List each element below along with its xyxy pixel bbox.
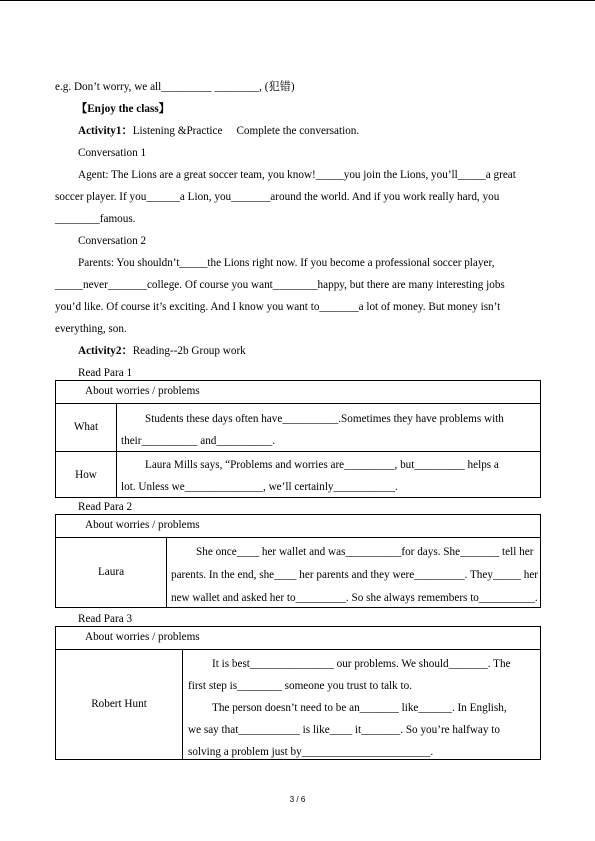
- table-row: [56, 537, 540, 607]
- para1-heading: Read Para 1: [78, 367, 133, 379]
- conversation2-title: Conversation 2: [78, 235, 147, 247]
- table-cell-line: parents. In the end, she____ her parents and they were_________. They_____ her: [171, 569, 539, 581]
- table-cell-line: new wallet and asked her to_________. So she always remembers to__________.: [171, 592, 538, 604]
- table-row: [56, 649, 540, 759]
- table-cell-line: Students these days often have__________.Sometimes they have problems with: [145, 413, 504, 425]
- conversation1-title: Conversation 1: [78, 147, 147, 159]
- para2-heading: Read Para 2: [78, 501, 133, 513]
- table-header: About worries / problems: [85, 385, 200, 397]
- table-cell-line: She once____ her wallet and was__________for days. She_______ tell her: [196, 546, 534, 558]
- row-label: Robert Hunt: [56, 649, 183, 759]
- table-header-row: [56, 515, 540, 538]
- table-row: [56, 403, 540, 451]
- table-cell-line: lot. Unless we______________, we’ll certainly___________.: [121, 481, 398, 493]
- section-heading: 【Enjoy the class】: [76, 103, 170, 115]
- table-header: About worries / problems: [85, 631, 200, 643]
- table-cell-line: first step is________ someone you trust to talk to.: [188, 680, 413, 692]
- table-header-row: [56, 627, 540, 650]
- table-header: About worries / problems: [85, 519, 200, 531]
- table-cell-line: their__________ and__________.: [121, 435, 276, 447]
- conversation2-line: _____never_______college. Of course you want________happy, but there are many interesting jobs: [55, 279, 505, 291]
- activity2-label: Activity2：: [78, 345, 133, 357]
- conversation1-line: ________famous.: [55, 213, 136, 225]
- table-cell-line: Laura Mills says, “Problems and worries are_________, but_________ helps a: [145, 459, 499, 471]
- para2-table: [55, 514, 541, 608]
- table-cell-line: The person doesn’t need to be an_______ like______. In English,: [212, 702, 507, 714]
- top-border: [0, 0, 595, 1]
- para3-table: [55, 626, 541, 760]
- row-label: What: [56, 403, 117, 451]
- activity1-label: Activity1：: [78, 125, 133, 137]
- table-row: [56, 451, 540, 498]
- table-cell-line: we say that___________ is like____ it_______. So you’re halfway to: [188, 724, 500, 736]
- conversation2-line: you’d like. Of course it’s exciting. And I know you want to_______a lot of money. But money isn’t: [55, 301, 501, 313]
- example-line: e.g. Don’t worry, we all_________ ________, (犯错): [55, 81, 295, 93]
- row-label: Laura: [56, 537, 167, 607]
- conversation2-line: everything, son.: [55, 323, 127, 335]
- activity2-line: [78, 344, 545, 358]
- activity1-text: Listening &Practice Complete the conversation.: [132, 125, 360, 137]
- conversation2-line: Parents: You shouldn’t_____the Lions right now. If you become a professional soccer player,: [78, 257, 495, 269]
- para1-table: [55, 380, 541, 498]
- table-cell-line: It is best_______________ our problems. We should_______. The: [212, 658, 511, 670]
- conversation1-line: soccer player. If you______a Lion, you_______around the world. And if you work really hard, you: [55, 191, 500, 203]
- page-number: 3 / 6: [289, 795, 306, 804]
- table-cell-line: solving a problem just by_______________________.: [188, 746, 434, 758]
- para3-heading: Read Para 3: [78, 613, 133, 625]
- row-label: How: [56, 452, 117, 498]
- activity2-text: Reading--2b Group work: [132, 345, 246, 357]
- activity1-line: [78, 124, 545, 138]
- table-header-row: [56, 381, 540, 404]
- conversation1-line: Agent: The Lions are a great soccer team, you know!_____you join the Lions, you’ll_____a great: [78, 169, 516, 181]
